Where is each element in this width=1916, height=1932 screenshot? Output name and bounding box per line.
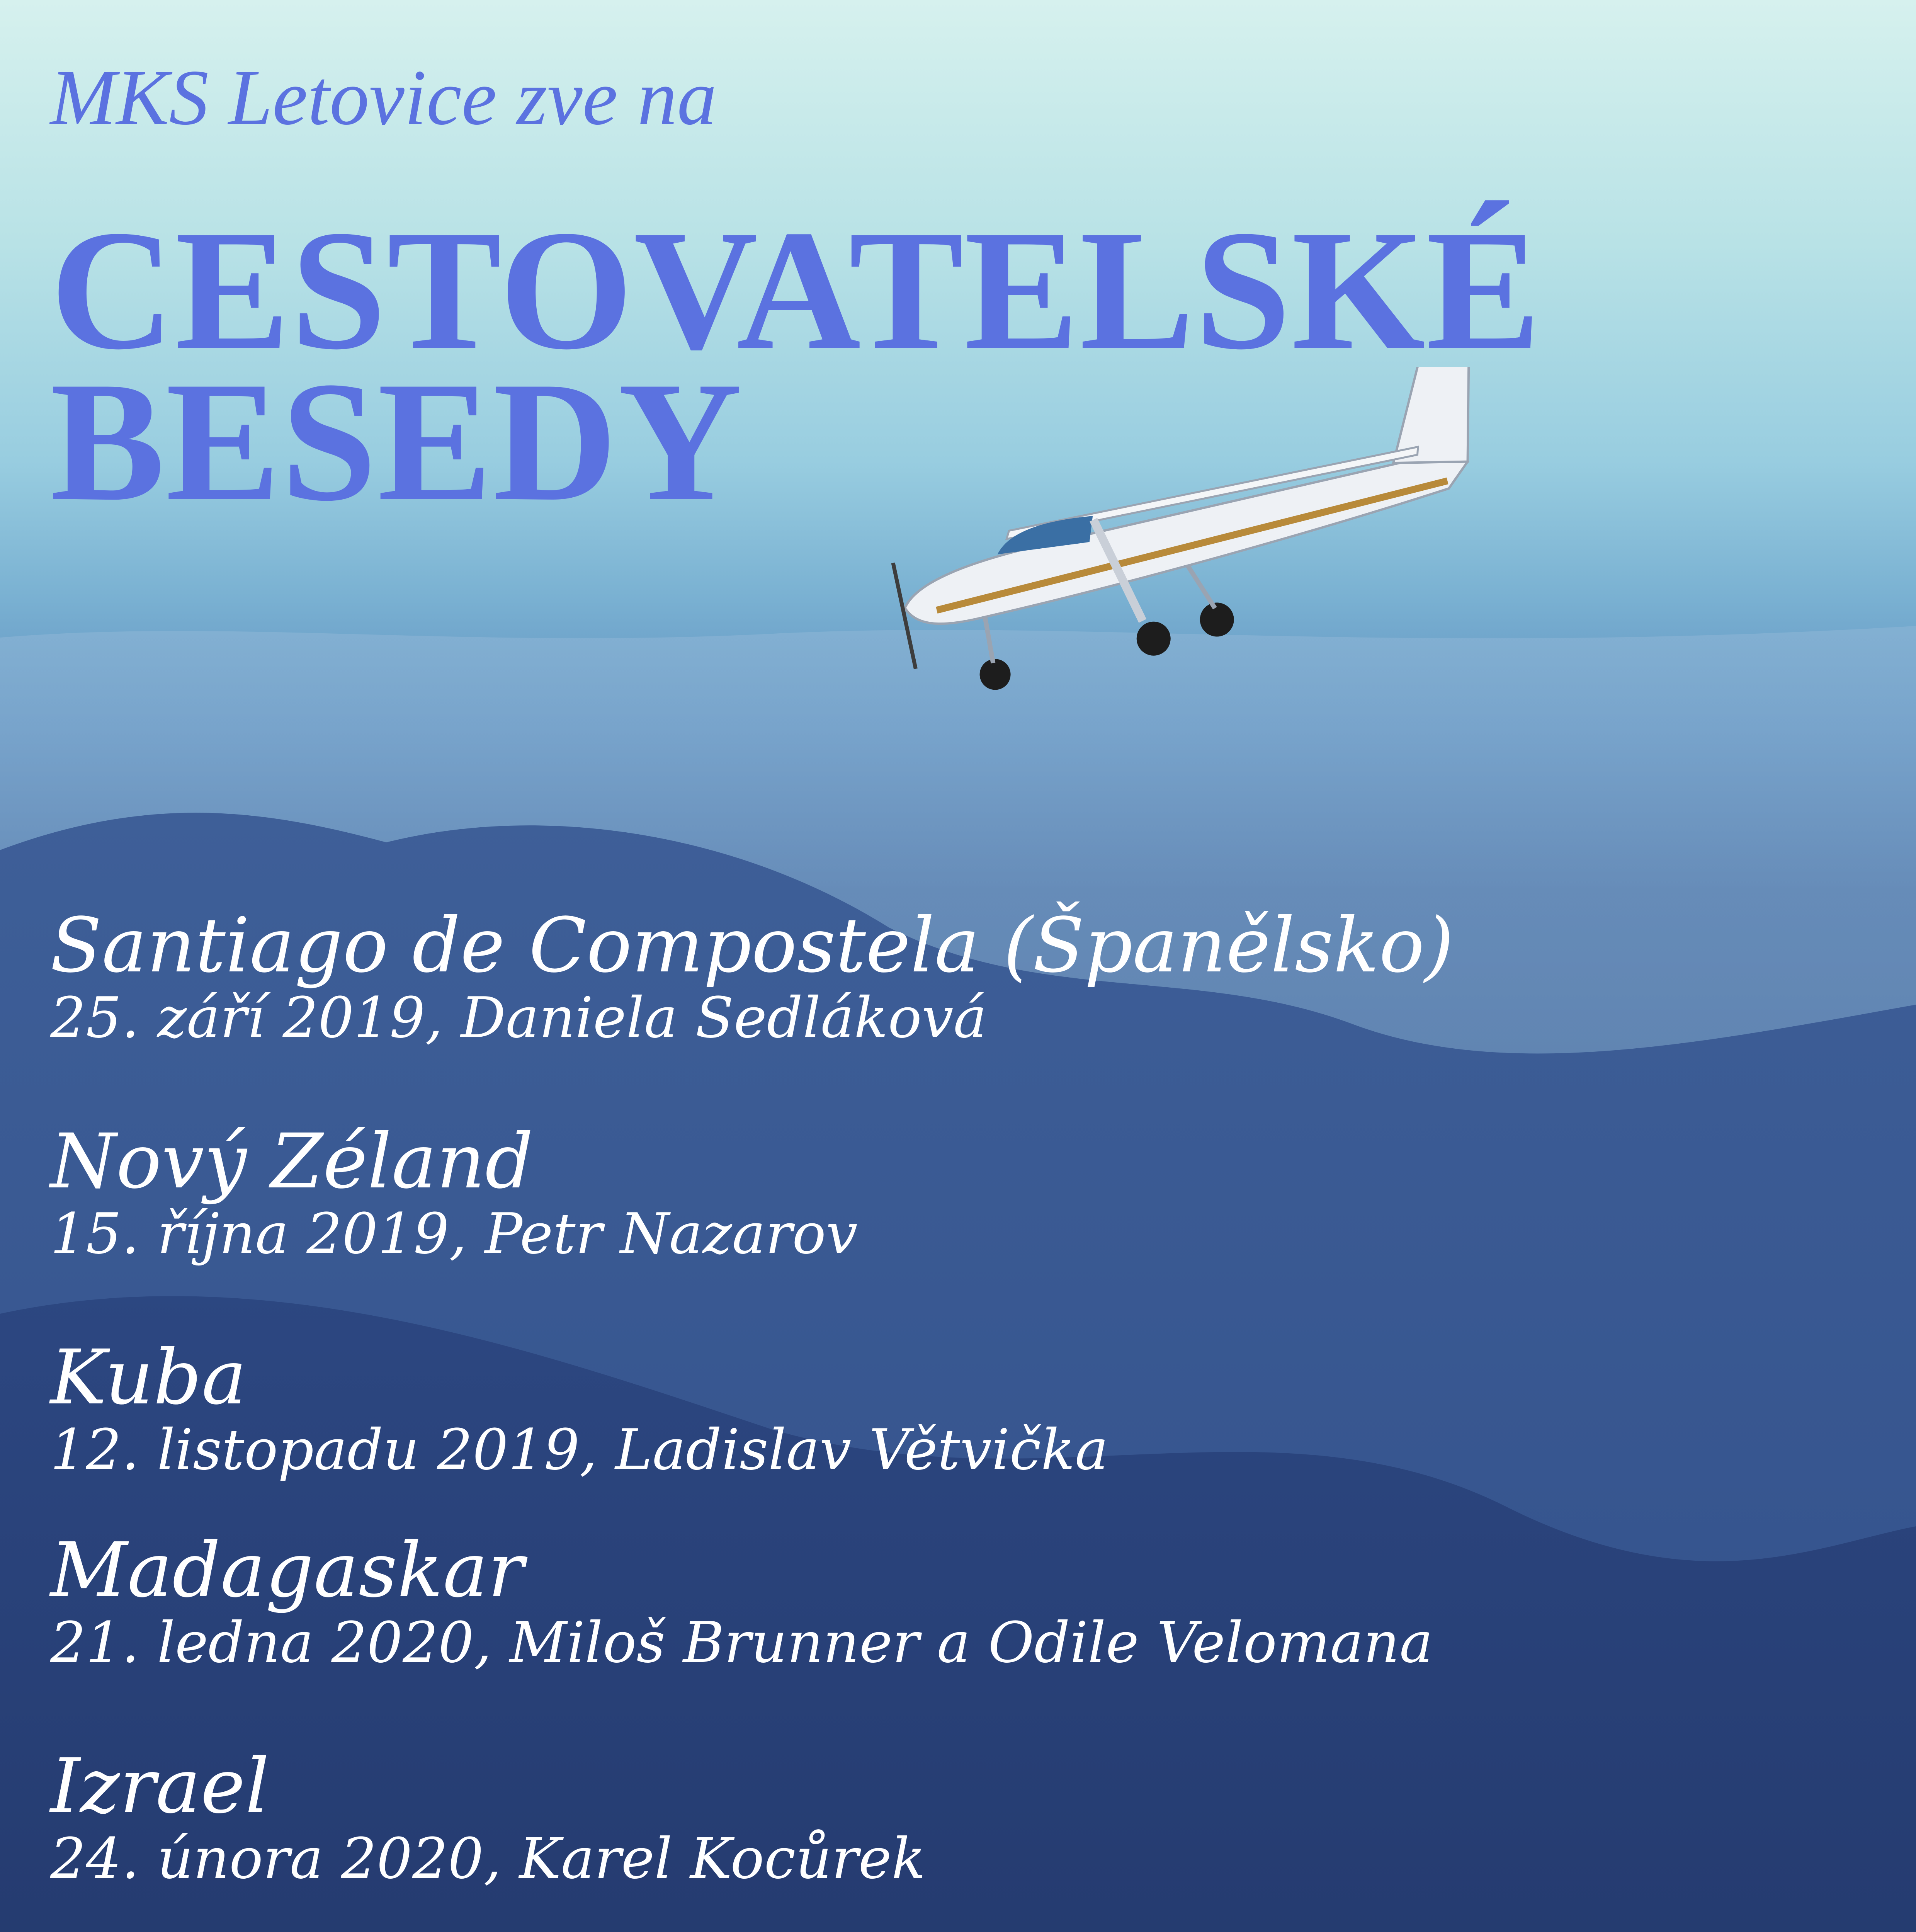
event-details: 12. listopadu 2019, Ladislav Větvička — [50, 1417, 1108, 1483]
event-destination: Nový Zéland — [50, 1117, 534, 1205]
event-destination: Santiago de Compostela (Španělsko) — [50, 901, 1454, 989]
event-destination: Madagaskar — [50, 1526, 524, 1614]
event-destination: Izrael — [50, 1742, 270, 1830]
event-item — [50, 1742, 1828, 1891]
event-details: 15. října 2019, Petr Nazarov — [50, 1201, 858, 1267]
event-details: 21. ledna 2020, Miloš Brunner a Odile Velomana — [50, 1610, 1433, 1675]
headline-line-1: CESTOVATELSKÉ — [50, 195, 1542, 385]
poster-headline — [50, 195, 1542, 537]
event-item — [50, 1117, 1828, 1267]
invitation-line: MKS Letovice zve na — [50, 54, 717, 141]
event-details: 25. září 2019, Daniela Sedláková — [50, 985, 987, 1051]
event-destination: Kuba — [50, 1333, 247, 1421]
event-item — [50, 1526, 1828, 1675]
event-item — [50, 1333, 1828, 1483]
event-details: 24. února 2020, Karel Kocůrek — [50, 1826, 926, 1891]
event-list — [50, 901, 1828, 1932]
headline-line-2: BESEDY — [50, 346, 743, 537]
event-item — [50, 901, 1828, 1051]
title-block — [50, 54, 1542, 537]
